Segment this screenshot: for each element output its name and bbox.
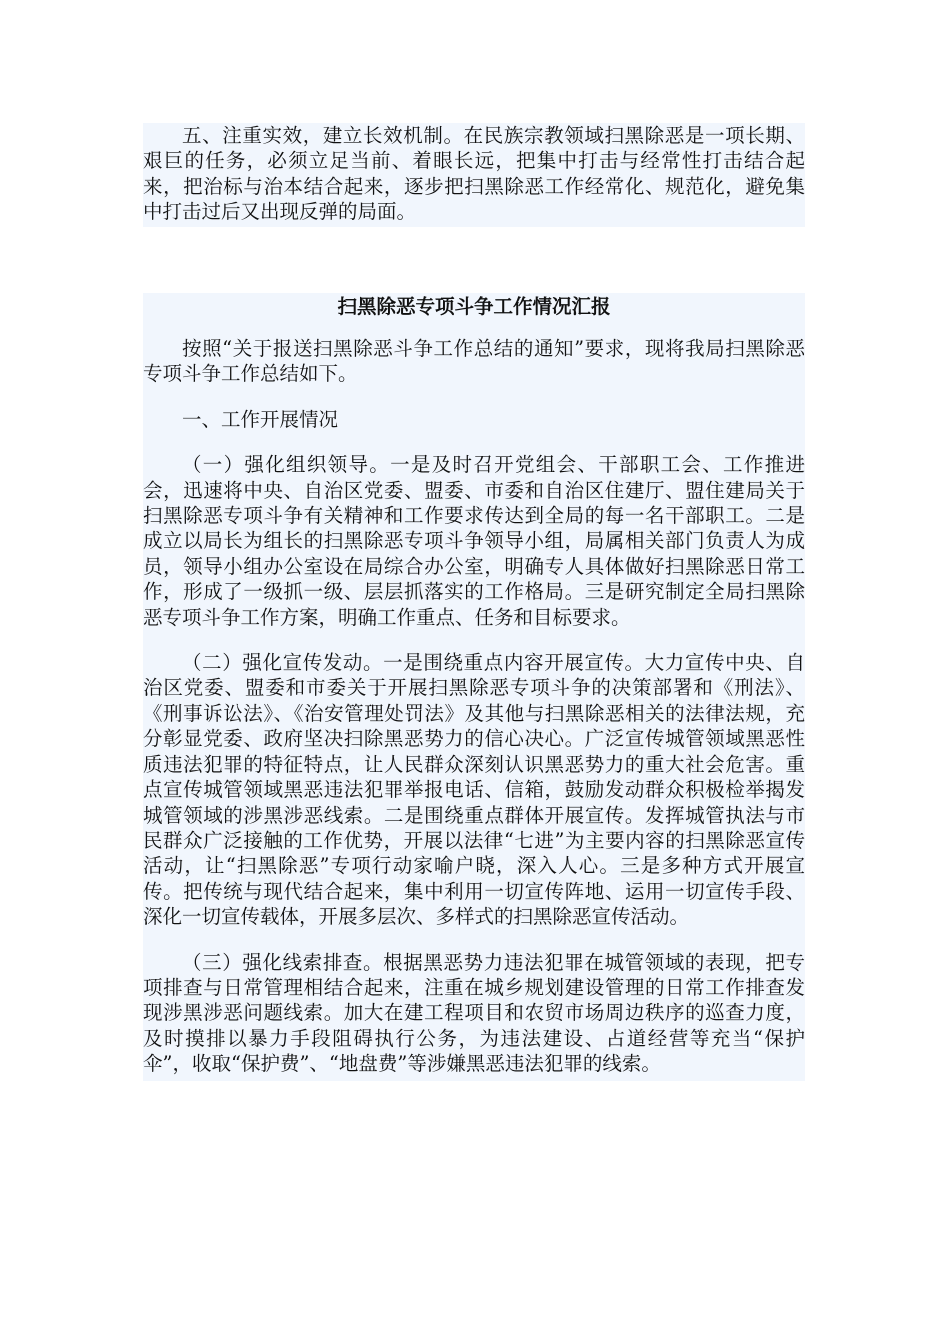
section-five-block bbox=[143, 123, 805, 227]
spacer bbox=[143, 432, 805, 452]
spacer bbox=[143, 930, 805, 950]
organization-leadership-paragraph: （一）强化组织领导。一是及时召开党组会、干部职工会、工作推进会，迅速将中央、自治区党委、盟委、市委和自治区住建厅、盟住建局关于扫黑除恶专项斗争有关精神和工作要求传达到全局的每一名干部职工。二是成立以局长为组长的扫黑除恶专项斗争领导小组，局属相关部门负责人为成员，领导小组办公室设在局综合办公室，明确专人具体做好扫黑除恶日常工作，形成了一级抓一级、层层抓落实的工作格局。三是研究制定全局扫黑除恶专项斗争工作方案，明确工作重点、任务和目标要求。 bbox=[143, 453, 805, 629]
publicity-paragraph: （二）强化宣传发动。一是围绕重点内容开展宣传。大力宣传中央、自治区党委、盟委和市委关于开展扫黑除恶专项斗争的决策部署和《刑法》、《刑事诉讼法》、《治安管理处罚法》及其他与扫黑除恶相关的法律法规，充分彰显党委、政府坚决扫除黑恶势力的信心决心。广泛宣传城管领域黑恶性质违法犯罪的特征特点，让人民群众深刻认识黑恶势力的重大社会危害。重点宣传城管领域黑恶违法犯罪举报电话、信箱，鼓励发动群众积极检举揭发城管领域的涉黑涉恶线索。二是围绕重点群体开展宣传。发挥城管执法与市民群众广泛接触的工作优势，开展以法律“七进”为主要内容的扫黑除恶宣传活动，让“扫黑除恶”专项行动家喻户晓，深入人心。三是多种方式开展宣传。把传统与现代结合起来，集中利用一切宣传阵地、运用一切宣传手段、深化一切宣传载体，开展多层次、多样式的扫黑除恶宣传活动。 bbox=[143, 651, 805, 929]
intro-paragraph: 按照“关于报送扫黑除恶斗争工作总结的通知”要求，现将我局扫黑除恶专项斗争工作总结如下。 bbox=[143, 337, 805, 386]
spacer bbox=[143, 630, 805, 650]
clue-investigation-paragraph: （三）强化线索排查。根据黑恶势力违法犯罪在城管领域的表现，把专项排查与日常管理相结合起来，注重在城乡规划建设管理的日常工作排查发现涉黑涉恶问题线索。加大在建工程项目和农贸市场周边秩序的巡查力度，及时摸排以暴力手段阻碍执行公务，为违法建设、占道经营等充当“保护伞”，收取“保护费”、“地盘费”等涉嫌黑恶违法犯罪的线索。 bbox=[143, 950, 805, 1076]
section-five-paragraph: 五、注重实效，建立长效机制。在民族宗教领域扫黑除恶是一项长期、艰巨的任务，必须立足当前、着眼长远，把集中打击与经常性打击结合起来，把治标与治本结合起来，逐步把扫黑除恶工作经常化、规范化，避免集中打击过后又出现反弹的局面。 bbox=[143, 124, 805, 224]
spacer bbox=[143, 321, 805, 336]
section-heading: 一、工作开展情况 bbox=[182, 407, 339, 431]
report-block bbox=[143, 293, 805, 1081]
spacer bbox=[143, 387, 805, 407]
report-title: 扫黑除恶专项斗争工作情况汇报 bbox=[337, 295, 611, 318]
